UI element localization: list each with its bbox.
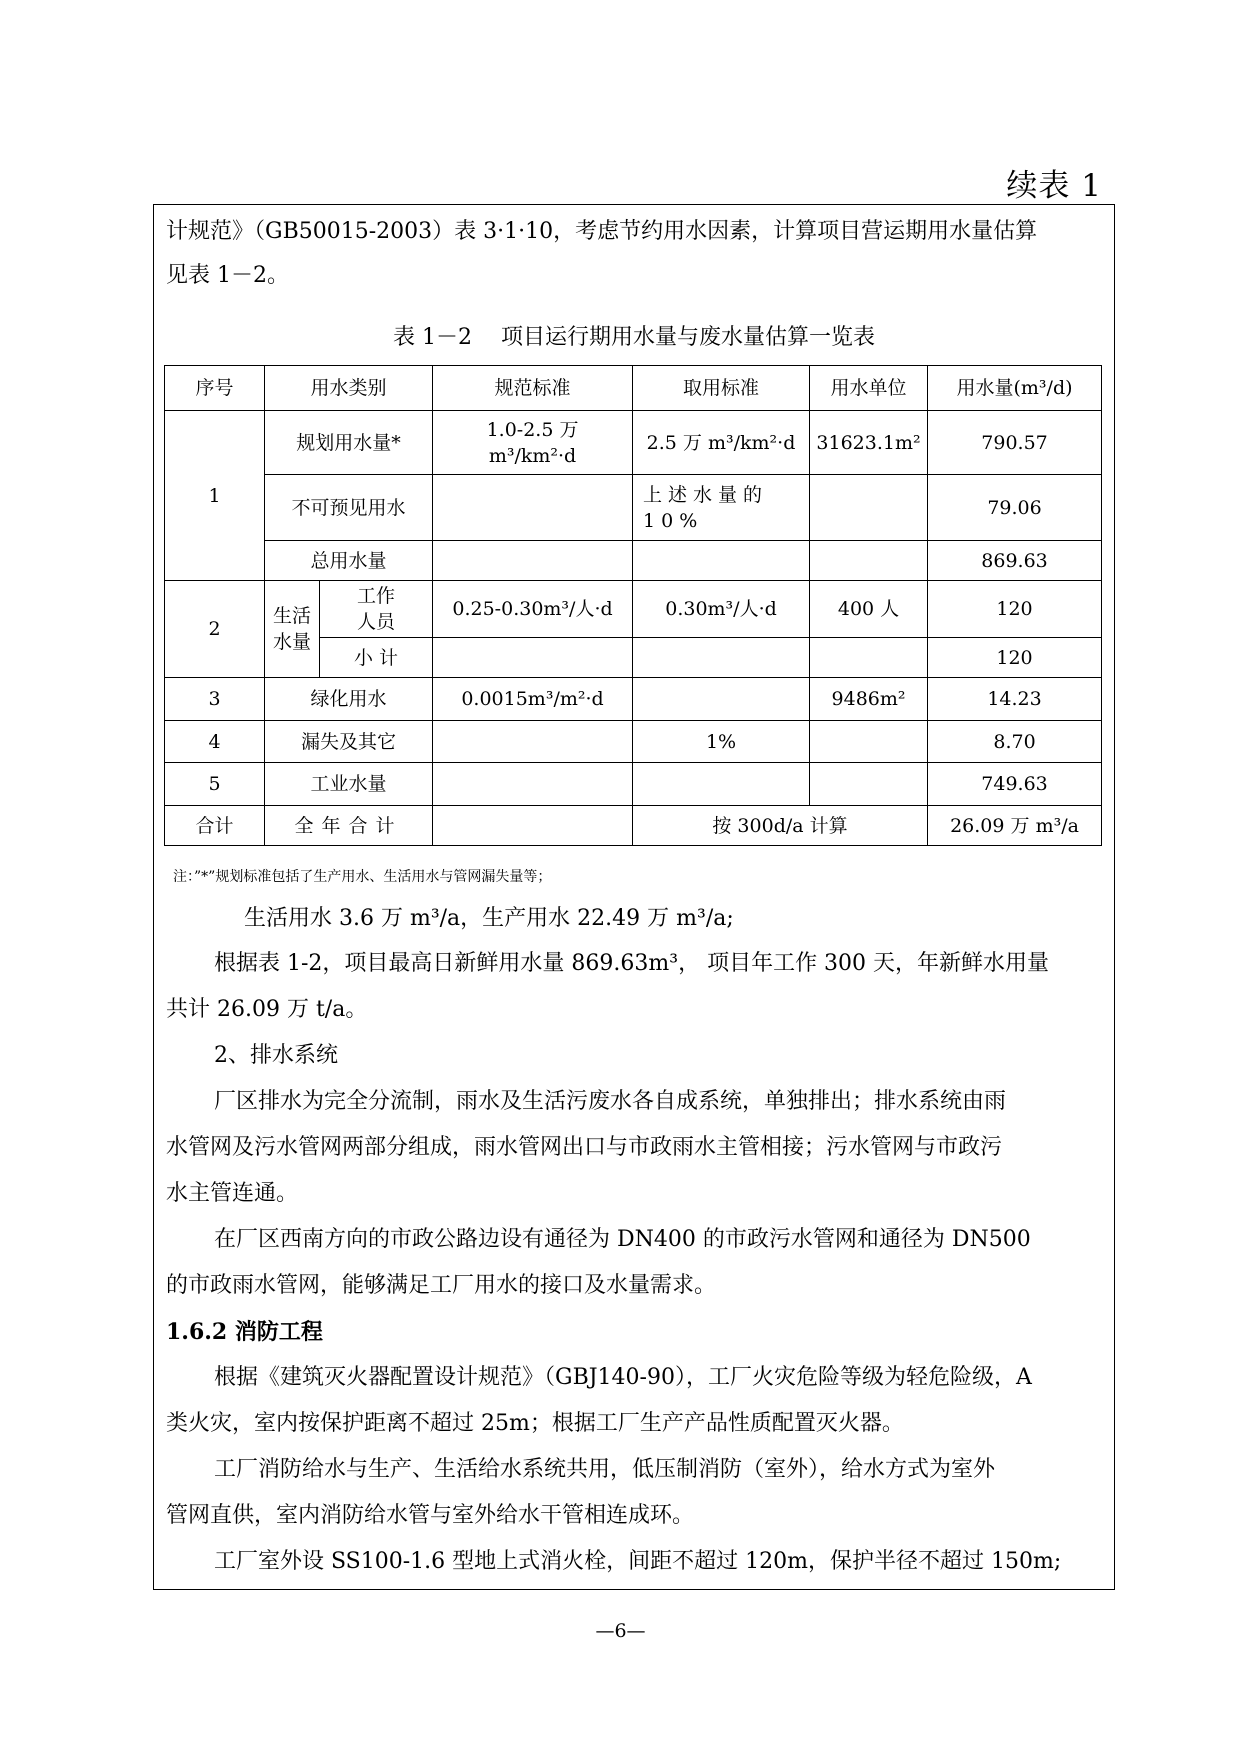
quantity-cell: 749.63	[928, 763, 1102, 806]
table-row	[165, 763, 1102, 806]
body-paragraph: 在厂区西南方向的市政公路边设有通径为 DN400 的市政污水管网和通径为 DN500	[214, 1227, 1031, 1252]
category-cell: 总用水量	[265, 541, 433, 581]
body-paragraph: 厂区排水为完全分流制，雨水及生活污废水各自成系统，单独排出；排水系统由雨	[214, 1089, 1007, 1114]
quantity-cell: 8.70	[928, 721, 1102, 763]
header-cell: 用水类别	[265, 366, 433, 411]
body-paragraph: 工厂消防给水与生产、生活给水系统共用，低压制消防（室外），给水方式为室外	[214, 1457, 996, 1482]
table-row	[165, 411, 1102, 475]
section-subheading: 2、排水系统	[214, 1043, 338, 1068]
section-heading: 1.6.2 消防工程	[166, 1319, 323, 1345]
adopted-cell: 上述水量的 10%	[633, 475, 810, 541]
body-paragraph: 类火灾，室内按保护距离不超过 25m；根据工厂生产产品性质配置灭火器。	[166, 1411, 904, 1436]
body-paragraph: 根据《建筑灭火器配置设计规范》（GBJ140-90），工厂火灾危险等级为轻危险级，A	[214, 1365, 1032, 1390]
quantity-cell: 120	[928, 638, 1102, 678]
standard-cell	[433, 763, 633, 806]
quantity-cell: 790.57	[928, 411, 1102, 475]
body-paragraph: 生活用水 3.6 万 m³/a，生产用水 22.49 万 m³/a;	[244, 906, 734, 931]
standard-cell	[433, 721, 633, 763]
quantity-cell: 120	[928, 581, 1102, 638]
subcategory-cell: 工作人员	[320, 581, 433, 638]
unit-cell	[810, 541, 928, 581]
adopted-cell	[633, 638, 810, 678]
standard-cell	[433, 541, 633, 581]
standard-cell: 0.25-0.30m³/人·d	[433, 581, 633, 638]
unit-cell: 31623.1m²	[810, 411, 928, 475]
body-paragraph: 根据表 1-2，项目最高日新鲜用水量 869.63m³， 项目年工作 300 天，年新鲜水用量	[214, 951, 1050, 976]
quantity-cell: 14.23	[928, 678, 1102, 721]
table-header-row	[165, 366, 1102, 411]
adopted-cell	[633, 678, 810, 721]
standard-cell: 1.0-2.5 万 m³/km²·d	[433, 411, 633, 475]
intro-line-2: 见表 1－2。	[166, 263, 289, 288]
table-row	[165, 475, 1102, 541]
quantity-cell: 26.09 万 m³/a	[928, 806, 1102, 846]
adopted-cell: 0.30m³/人·d	[633, 581, 810, 638]
adopted-cell: 2.5 万 m³/km²·d	[633, 411, 810, 475]
category-cell: 绿化用水	[265, 678, 433, 721]
adopted-cell	[633, 541, 810, 581]
unit-cell	[810, 721, 928, 763]
continued-table-label: 续表 1	[1006, 168, 1102, 204]
body-paragraph: 管网直供，室内消防给水管与室外给水干管相连成环。	[166, 1503, 695, 1528]
table-row	[165, 721, 1102, 763]
adopted-cell	[633, 763, 810, 806]
category-cell: 不可预见用水	[265, 475, 433, 541]
header-cell: 规范标准	[433, 366, 633, 411]
quantity-cell: 869.63	[928, 541, 1102, 581]
table-caption: 表 1－2 项目运行期用水量与废水量估算一览表	[393, 325, 875, 350]
table-row	[165, 581, 1102, 638]
header-cell: 序号	[165, 366, 265, 411]
unit-cell: 9486m²	[810, 678, 928, 721]
body-paragraph: 水主管连通。	[166, 1181, 299, 1206]
standard-cell	[433, 638, 633, 678]
standard-cell	[433, 475, 633, 541]
quantity-cell: 79.06	[928, 475, 1102, 541]
header-cell: 用水量(m³/d)	[928, 366, 1102, 411]
standard-cell	[433, 806, 633, 846]
body-paragraph: 的市政雨水管网，能够满足工厂用水的接口及水量需求。	[166, 1273, 717, 1298]
intro-line-1: 计规范》（GB50015-2003）表 3·1·10，考虑节约用水因素，计算项目营运期用水量估算	[166, 219, 1038, 244]
table-row	[165, 541, 1102, 581]
standard-cell: 0.0015m³/m²·d	[433, 678, 633, 721]
body-paragraph: 工厂室外设 SS100-1.6 型地上式消火栓，间距不超过 120m，保护半径不超过 150m;	[214, 1549, 1062, 1574]
row-number: 2	[165, 581, 265, 678]
row-number: 1	[165, 411, 265, 581]
category-cell: 漏失及其它	[265, 721, 433, 763]
total-note-cell: 按 300d/a 计算	[633, 806, 928, 846]
water-usage-table	[164, 365, 1102, 846]
page-number: —6—	[595, 1620, 646, 1642]
row-number: 3	[165, 678, 265, 721]
header-cell: 用水单位	[810, 366, 928, 411]
category-cell: 工业水量	[265, 763, 433, 806]
category-cell: 规划用水量*	[265, 411, 433, 475]
table-total-row	[165, 806, 1102, 846]
table-row	[165, 678, 1102, 721]
row-number: 4	[165, 721, 265, 763]
adopted-cell: 1%	[633, 721, 810, 763]
table-footnote: 注：”*”规划标准包括了生产用水、生活用水与管网漏失量等；	[173, 869, 552, 885]
header-cell: 取用标准	[633, 366, 810, 411]
body-paragraph: 共计 26.09 万 t/a。	[166, 997, 368, 1022]
total-label: 合计	[165, 806, 265, 846]
unit-cell: 400 人	[810, 581, 928, 638]
unit-cell	[810, 763, 928, 806]
row-number: 5	[165, 763, 265, 806]
category-cell: 生活水量	[265, 581, 320, 678]
body-paragraph: 水管网及污水管网两部分组成，雨水管网出口与市政雨水主管相接；污水管网与市政污	[166, 1135, 1003, 1160]
category-cell: 全年合计	[265, 806, 433, 846]
unit-cell	[810, 475, 928, 541]
subcategory-cell: 小 计	[320, 638, 433, 678]
unit-cell	[810, 638, 928, 678]
